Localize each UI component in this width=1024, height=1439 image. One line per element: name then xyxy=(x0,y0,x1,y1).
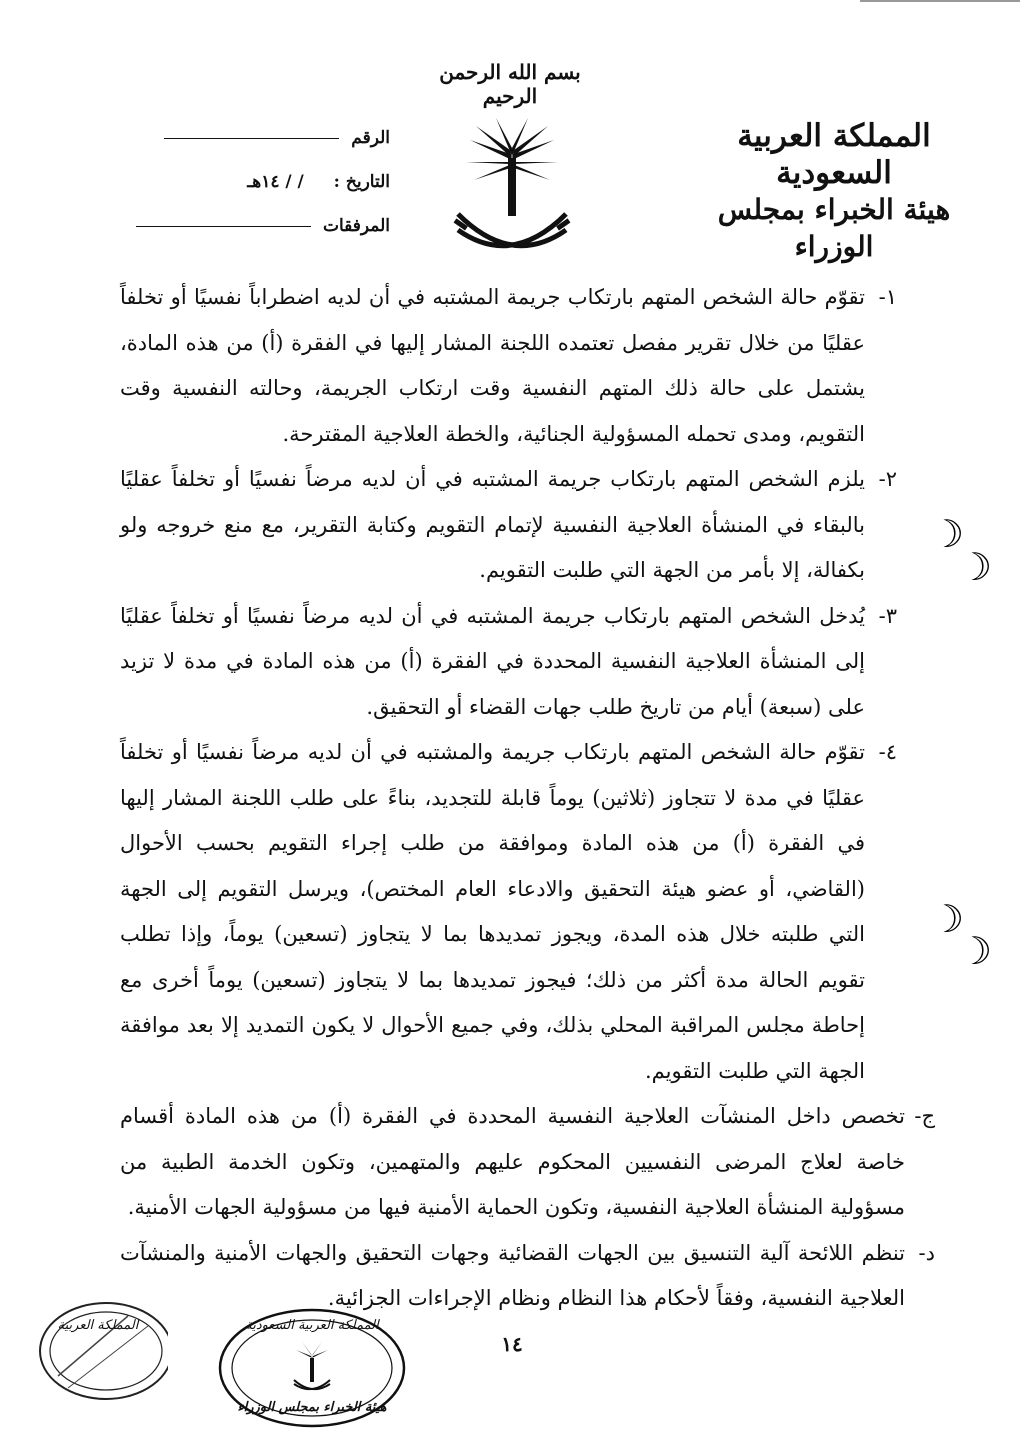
paragraph-text: يلزم الشخص المتهم بارتكاب جريمة المشتبه في أن لديه مرضاً نفسيًا أو تخلفاً عقليًا بالبقاء في المنشأة العلاجية النفسية لإتمام التقويم وكتابة التقرير، مع منع خروجه ولو بكفالة، إلا بأمر من الجهة التي طلبت التقويم. xyxy=(120,467,865,582)
reference-line xyxy=(164,138,339,139)
numbered-paragraph xyxy=(120,275,897,457)
margin-mark-icon: ☽ xyxy=(958,929,993,973)
date-label: التاريخ : xyxy=(333,172,390,192)
paragraph-text: تقوّم حالة الشخص المتهم بارتكاب جريمة المشتبه في أن لديه اضطراباً نفسيًا أو تخلفاً عقليًا من خلال تقرير مفصل تعتمده اللجنة المشار إليها في الفقرة (أ) من هذه المادة، يشتمل على حالة ذلك المتهم النفسية وقت ارتكاب الجريمة، وحالته النفسية وقت التقويم، ومدى تحمله المسؤولية الجنائية، والخطة العلاجية المقترحة. xyxy=(120,285,865,446)
top-edge-line xyxy=(860,0,1020,2)
paragraph-letter: د- xyxy=(918,1240,935,1265)
date-row xyxy=(247,172,390,192)
margin-mark-icon: ☽ xyxy=(930,512,965,556)
paragraph-text: تقوّم حالة الشخص المتهم بارتكاب جريمة والمشتبه في أن لديه مرضاً نفسيًا أو تخلفاً عقليًا في مدة لا تتجاوز (ثلاثين) يوماً قابلة للتجديد، بناءً على طلب اللجنة المشار إليها في الفقرة (أ) من هذه المادة وموافقة من طلب إجراء التقويم بحسب الأحوال (القاضي، أو عضو هيئة التحقيق والادعاء العام المختص)، ويرسل التقويم إلى الجهة التي طلبته خلال هذه المدة، ويجوز تمديدها بما لا يتجاوز (تسعين) يوماً، وإذا تطلب تقويم الحالة مدة أكثر من ذلك؛ فيجوز تمديدها بما لا يتجاوز (تسعين) يوماً أخرى مع إحاطة مجلس المراقبة المحلي بذلك، وفي جميع الأحوال لا يكون التمديد إلا بعد موافقة الجهة التي طلبت التقويم. xyxy=(120,740,865,1083)
date-format: / / ١٤هـ xyxy=(247,172,304,192)
organization-header xyxy=(684,118,984,265)
paragraph-text: تخصص داخل المنشآت العلاجية النفسية المحددة في الفقرة (أ) من هذه المادة أقسام خاصة لعلاج المرضى النفسيين المحكوم عليهم والمتهمين، وتكون الخدمة الطبية من مسؤولية المنشأة العلاجية النفسية، وتكون الحماية الأمنية فيها من مسؤولية الجهات الأمنية. xyxy=(120,1104,905,1219)
stamp-left-text: المملكة العربية xyxy=(57,1318,139,1333)
org-country: المملكة العربية السعودية xyxy=(737,118,931,192)
attachments-line xyxy=(136,226,311,227)
attachments-row xyxy=(136,216,390,236)
document-body xyxy=(120,275,935,1322)
official-stamp-center xyxy=(212,1300,412,1430)
numbered-paragraph xyxy=(120,594,897,731)
attachments-label: المرفقات xyxy=(322,216,390,236)
stamp-seal-icon xyxy=(28,1296,168,1406)
paragraph-letter: ج- xyxy=(914,1104,935,1128)
org-name: هيئة الخبراء بمجلس الوزراء xyxy=(717,193,951,263)
lettered-paragraph xyxy=(120,1094,935,1231)
paragraph-text: يُدخل الشخص المتهم بارتكاب جريمة المشتبه في أن لديه مرضاً نفسيًا أو تخلفاً عقليًا إلى المنشأة العلاجية النفسية المحددة في الفقرة (أ) من هذه المادة في مدة لا تزيد على (سبعة) أيام من تاريخ طلب جهات القضاء أو التحقيق. xyxy=(120,603,865,719)
paragraph-text: تنظم اللائحة آلية التنسيق بين الجهات القضائية وجهات التحقيق والجهات الأمنية والمنشآت العلاجية النفسية، وفقاً لأحكام هذا النظام ونظام الإجراءات الجزائية. xyxy=(120,1240,905,1310)
numbered-paragraph xyxy=(120,730,897,1094)
reference-label: الرقم xyxy=(351,128,390,148)
stamp-center-bottom-text: هيئة الخبراء بمجلس الوزراء xyxy=(237,1400,387,1415)
numbered-paragraph xyxy=(120,457,897,594)
official-stamp-left xyxy=(28,1296,168,1406)
stamp-center-text: المملكة العربية السعودية xyxy=(245,1318,379,1333)
paragraph-number: ٤- xyxy=(878,740,897,764)
paragraph-number: ١- xyxy=(878,285,897,309)
margin-mark-icon: ☽ xyxy=(958,545,993,589)
reference-number-row xyxy=(164,128,390,148)
saudi-emblem-icon xyxy=(452,118,572,263)
paragraph-number: ٢- xyxy=(878,467,897,491)
margin-mark-icon: ☽ xyxy=(930,897,965,941)
page-number: ١٤ xyxy=(501,1332,523,1356)
basmala: بسم الله الرحمن الرحيم xyxy=(439,60,581,108)
paragraph-number: ٣- xyxy=(878,603,897,628)
